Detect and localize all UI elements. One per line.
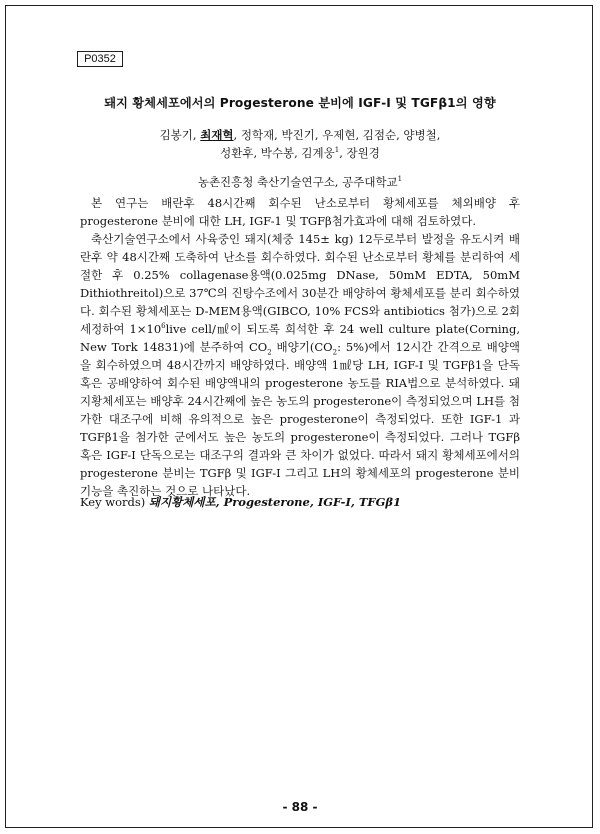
author-names: , 정학재, 박진기, 우제현, 김점순, 양병철,	[233, 128, 441, 142]
page-number: - 88 -	[282, 800, 318, 814]
affiliation-marker: 1	[397, 175, 403, 184]
abstract-text: 배양기(CO	[271, 340, 333, 354]
paper-title: 돼지 황체세포에서의 Progesterone 분비에 IGF-I 및 TGFβ1의 영향	[104, 96, 496, 110]
keywords-label: Key words)	[80, 495, 149, 509]
keywords	[80, 494, 520, 510]
keywords-terms: 돼지황체세포, Progesterone, IGF-I, TFGβ1	[148, 495, 402, 509]
subscript: 2	[332, 348, 338, 357]
affiliation-text: 농촌진흥청 축산기술연구소, 공주대학교	[197, 175, 398, 189]
author-names: 김봉기,	[159, 128, 201, 142]
affiliation	[60, 174, 540, 190]
abstract-code-box: P0352	[77, 51, 123, 67]
abstract-paragraph-1: 본 연구는 배란후 48시간째 회수된 난소로부터 황체세포를 체외배양 후 progesterone 분비에 대한 LH, IGF-1 및 TGFβ첨가효과에 대해 검토하였다.	[80, 196, 520, 228]
subscript: 2	[267, 348, 272, 357]
superscript: 6	[161, 322, 166, 331]
abstract-paragraph-2	[80, 230, 520, 500]
author-names: , 장원경	[339, 146, 380, 160]
presenting-author: 최재혁	[200, 128, 234, 142]
author-names: 성환후, 박수봉, 김계웅	[220, 146, 335, 160]
affiliation-marker: 1	[334, 146, 340, 155]
author-list	[60, 126, 540, 162]
abstract-body	[80, 194, 520, 500]
abstract-text: 축산기술연구소에서 사육중인 돼지(체중 145± kg) 12두로부터 발정을 유도시켜 배란후 약 48시간째 도축하여 난소를 회수하였다. 회수된 난소로부터 황체를 분리하여 세절한 후 0.25% collagenase용액(0.025mg DNase, 50mM EDTA, 50mM Dithiothreitol)으로 37℃의 진탕수조에서 30분간 배양하여 황체세포를 분리 회수하였다. 회수된 황체세포는 D-MEM용액(GIBCO, 10% FCS와 antibiotics 첨가)으로 2회 세정하여 1×10	[80, 232, 520, 336]
abstract-text: live cell/㎖이 되도록 희석한 후 24 well culture plate(Corning, New Tork 14831)에 분주하여 CO	[80, 322, 520, 354]
abstract-text: : 5%)에서 12시간 간격으로 배양액을 회수하였으며 48시간까지 배양하였다. 배양액 1㎖당 LH, IGF-I 및 TGFβ1을 단독 혹은 공배양하여 회수된 배양액내의 progesterone 농도를 RIA법으로 분석하였다. 돼지황체세포는 배양후 24시간째에 높은 농도의 progesterone이 측정되었으며 LH를 첨가한 대조구에 비해 유의적으로 높은 progesterone이 측정되었다. 또한 IGF-1 과 TGFβ1을 첨가한 군에서도 높은 농도의 progesterone이 측정되었다. 그러나 TGFβ 혹은 IGF-I 단독으로는 대조구의 결과와 큰 차이가 없었다. 따라서 돼지 황체세포에서의 progesterone 분비는 TGFβ 및 IGF-I 그리고 LH의 황체세포의 progesterone 분비기능을 촉진하는 것으로 나타났다.	[80, 340, 521, 498]
